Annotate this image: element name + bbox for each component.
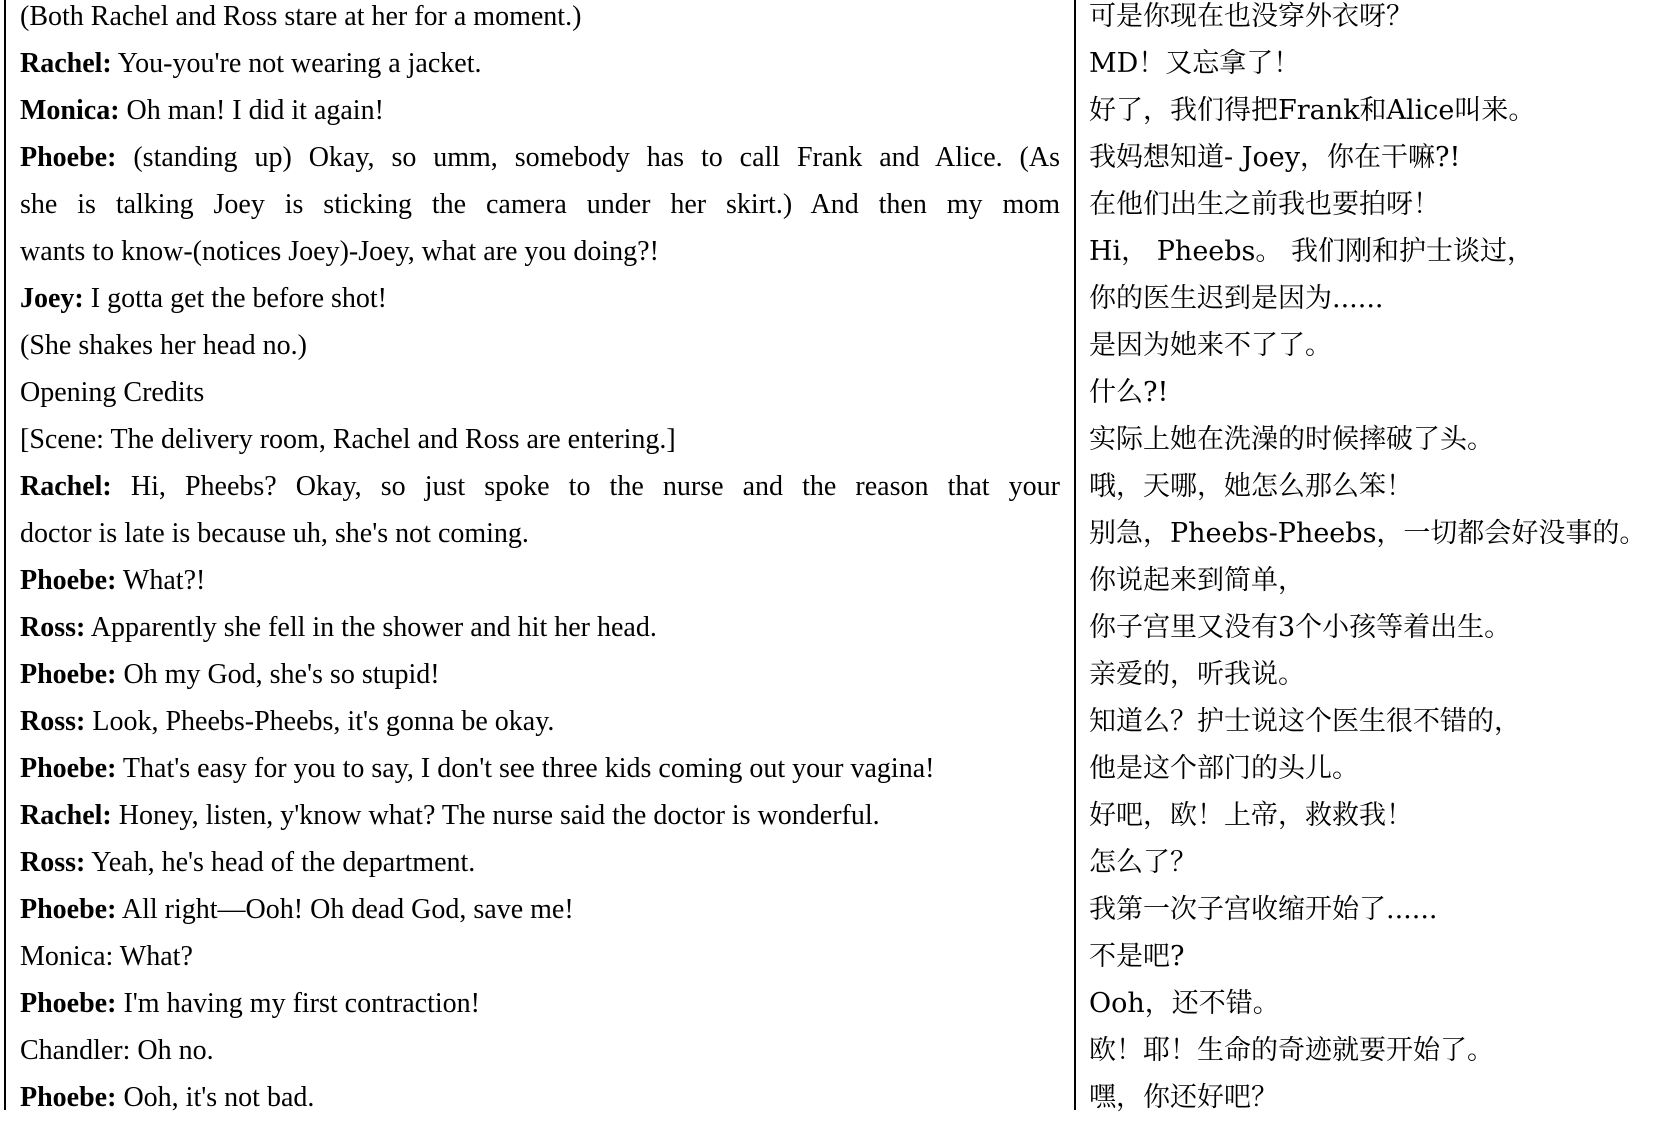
dialogue-text: Yeah, he's head of the department.	[85, 847, 476, 878]
english-line	[20, 463, 1060, 510]
dialogue-text: Opening Credits	[20, 377, 205, 408]
dialogue-text: Ooh, it's not bad.	[116, 1082, 315, 1113]
speaker-name: Phoebe:	[20, 753, 117, 784]
dialogue-text: I gotta get the before shot!	[83, 283, 387, 314]
chinese-line: 是因为她来不了了。	[1089, 330, 1332, 361]
english-line	[20, 181, 1060, 228]
dialogue-text: Honey, listen, y'know what? The nurse said the doctor is wonderful.	[111, 800, 880, 831]
english-line	[20, 0, 1060, 40]
dialogue-text: Oh my God, she's so stupid!	[116, 659, 440, 690]
speaker-name: Rachel:	[20, 48, 112, 79]
chinese-line: 什么?!	[1089, 377, 1169, 408]
speaker-name: Phoebe:	[20, 142, 117, 173]
dialogue-text: I'm having my first contraction!	[116, 988, 480, 1019]
english-line	[20, 369, 1060, 416]
speaker-name: Phoebe:	[20, 1082, 117, 1113]
speaker-name: Phoebe:	[20, 988, 117, 1019]
chinese-line: MD！又忘拿了！	[1089, 48, 1301, 79]
chinese-line: 我妈想知道- Joey，你在干嘛?!	[1089, 142, 1461, 173]
speaker-name: Ross:	[20, 847, 86, 878]
english-line	[20, 134, 1060, 181]
table-left-border	[4, 0, 6, 1110]
chinese-line: 怎么了？	[1089, 847, 1197, 878]
english-line	[20, 651, 1060, 698]
dialogue-text: (standing up) Okay, so umm, somebody has to call Frank and Alice. (As	[116, 142, 1060, 173]
dialogue-text: Monica: What?	[20, 941, 193, 972]
chinese-line: 好了，我们得把Frank和Alice叫来。	[1089, 95, 1536, 126]
dialogue-text: she is talking Joey is sticking the camera under her skirt.) And then my mom	[20, 189, 1060, 220]
speaker-name: Ross:	[20, 612, 86, 643]
chinese-line: 哦，天哪，她怎么那么笨！	[1089, 471, 1413, 502]
english-line	[20, 745, 1060, 792]
english-line	[20, 1074, 1060, 1121]
dialogue-text: Hi, Pheebs? Okay, so just spoke to the nurse and the reason that your	[111, 471, 1060, 502]
english-line	[20, 510, 1060, 557]
dialogue-text: (Both Rachel and Ross stare at her for a moment.)	[20, 1, 582, 32]
chinese-line: 我第一次子宫收缩开始了......	[1089, 894, 1438, 925]
dialogue-text: (She shakes her head no.)	[20, 330, 307, 361]
chinese-line: Ooh，还不错。	[1089, 988, 1280, 1019]
speaker-name: Ross:	[20, 706, 86, 737]
speaker-name: Phoebe:	[20, 659, 117, 690]
english-line	[20, 228, 1060, 275]
dialogue-text: wants to know-(notices Joey)-Joey, what are you doing?!	[20, 236, 659, 267]
english-line	[20, 792, 1060, 839]
dialogue-text: That's easy for you to say, I don't see three kids coming out your vagina!	[116, 753, 935, 784]
speaker-name: Phoebe:	[20, 565, 117, 596]
english-line	[20, 1027, 1060, 1074]
chinese-line: 实际上她在洗澡的时候摔破了头。	[1089, 424, 1494, 455]
dialogue-text: [Scene: The delivery room, Rachel and Ross are entering.]	[20, 424, 676, 455]
speaker-name: Monica:	[20, 95, 120, 126]
chinese-line: 亲爱的，听我说。	[1089, 659, 1305, 690]
english-line	[20, 933, 1060, 980]
chinese-line: 可是你现在也没穿外衣呀？	[1089, 1, 1413, 32]
chinese-line: 不是吧?	[1089, 941, 1185, 972]
dialogue-text: You-you're not wearing a jacket.	[111, 48, 482, 79]
chinese-line: 你子宫里又没有3个小孩等着出生。	[1089, 612, 1512, 643]
dialogue-text: Chandler: Oh no.	[20, 1035, 214, 1066]
chinese-line: 欧！耶！生命的奇迹就要开始了。	[1089, 1035, 1494, 1066]
chinese-line: 知道么？护士说这个医生很不错的，	[1089, 706, 1521, 737]
dialogue-text: Oh man! I did it again!	[119, 95, 384, 126]
english-line	[20, 322, 1060, 369]
dialogue-text: Apparently she fell in the shower and hit her head.	[85, 612, 657, 643]
speaker-name: Rachel:	[20, 800, 112, 831]
chinese-translation-column	[1089, 0, 1659, 1121]
dialogue-text: What?!	[116, 565, 206, 596]
english-line	[20, 698, 1060, 745]
chinese-line: 在他们出生之前我也要拍呀！	[1089, 189, 1440, 220]
chinese-line: 别急，Pheebs-Pheebs，一切都会好没事的。	[1089, 518, 1647, 549]
chinese-line: Hi， Pheebs。 我们刚和护士谈过，	[1089, 236, 1534, 267]
speaker-name: Joey:	[20, 283, 84, 314]
english-line	[20, 40, 1060, 87]
column-divider	[1074, 0, 1076, 1110]
chinese-line: 他是这个部门的头儿。	[1089, 753, 1359, 784]
english-line	[20, 87, 1060, 134]
english-line	[20, 416, 1060, 463]
chinese-line: 嘿，你还好吧？	[1089, 1082, 1278, 1113]
english-line	[20, 886, 1060, 933]
speaker-name: Phoebe:	[20, 894, 117, 925]
chinese-line: 好吧，欧！上帝，救救我！	[1089, 800, 1413, 831]
english-line	[20, 839, 1060, 886]
chinese-line: 你说起来到简单，	[1089, 565, 1305, 596]
english-line	[20, 604, 1060, 651]
english-line	[20, 557, 1060, 604]
english-line	[20, 980, 1060, 1027]
dialogue-text: doctor is late is because uh, she's not coming.	[20, 518, 529, 549]
chinese-line: 你的医生迟到是因为......	[1089, 283, 1384, 314]
dialogue-text: Look, Pheebs-Pheebs, it's gonna be okay.	[85, 706, 555, 737]
speaker-name: Rachel:	[20, 471, 112, 502]
english-script-column	[20, 0, 1060, 1121]
dialogue-text: All right—Ooh! Oh dead God, save me!	[116, 894, 574, 925]
english-line	[20, 275, 1060, 322]
